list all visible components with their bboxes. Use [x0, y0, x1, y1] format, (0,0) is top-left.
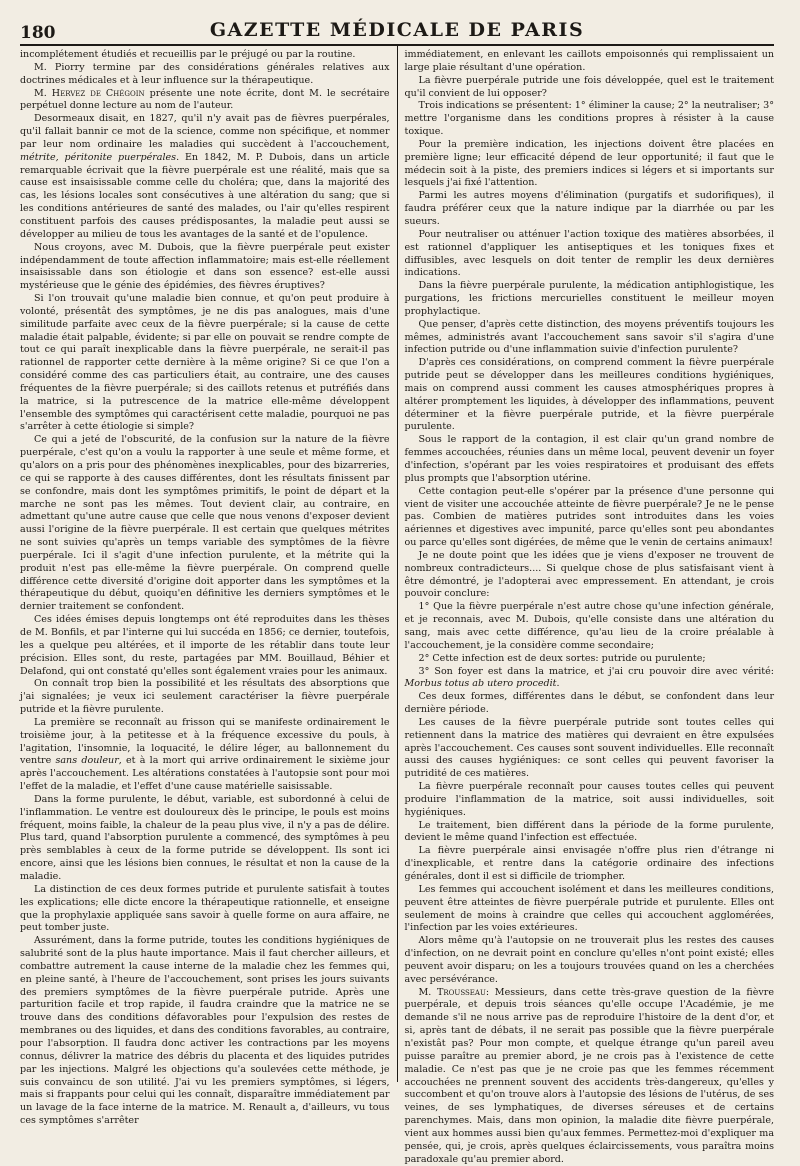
- paragraph: [20, 113, 390, 241]
- paragraph: Que penser, d'après cette distinction, des moyens préventifs toujours les mêmes, administrés avant l'accouchement sans savoir s'il s'agira d'une infection putride ou d'une inflammation suivie d'infection purulente?: [404, 318, 775, 356]
- paragraph: Ces deux formes, différentes dans le début, se confondent dans leur dernière période.: [404, 691, 775, 716]
- paragraph: D'après ces considérations, on comprend comment la fièvre puerpérale putride peut se développer dans les meilleures conditions hygiéniques, mais on comprend aussi comment les causes atmosphériques propres à altérer promptement les liquides, à développer des inflammations, peuvent déterminer et la fièvre puerpérale putride, et la fièvre puerpérale purulente.: [404, 357, 775, 433]
- left-column: [20, 46, 390, 1127]
- paragraph-text: Desormeaux disait, en 1827, qu'il n'y avait pas de fièvres puerpérales, qu'il fallait bannir ce mot de la science, comme non spécifique, et nommer par leur nom ordinaire les maladies qui succèdent à l'accouchement,: [20, 113, 390, 150]
- two-column-body: [20, 46, 775, 1165]
- paragraph: Nous croyons, avec M. Dubois, que la fièvre puerpérale peut exister indépendamment de toute affection inflammatoire; mais est-elle réellement insaisissable dans son étiologie et dans son essence? est-elle aussi mystérieuse que le génie des épidémies, des fièvres éruptives?: [20, 241, 390, 292]
- paragraph: 1° Que la fièvre puerpérale n'est autre chose qu'une infection générale, et je reconnais, avec M. Dubois, qu'elle consiste dans une altération du sang, mais avec cette différence, qu'au lieu de la croire préalable à l'accouchement, je la considère comme secondaire;: [404, 601, 775, 651]
- paragraph-text: . En 1842, M. P. Dubois, dans un article remarquable écrivait que la fièvre puerpérale est une réalité, mais que sa cause est insaisissable comme celle du choléra; que, dans la majorité des cas, les lésions locales sont consécutives à une altération du sang; que si les conditions antérieures de santé des malades, ou l'air qu'elles respirent constituent parfois des causes prédisposantes, la maladie peut aussi se développer au milieu de tous les avantages de la santé et de l'opulence.: [20, 151, 390, 240]
- paragraph: Parmi les autres moyens d'élimination (purgatifs et sudorifiques), il faudra préférer ceux que la nature indique par la diarrhée ou par les sueurs.: [404, 190, 775, 227]
- paragraph-text: , et à la mort qui arrive ordinairement le sixième jour après l'accouchement. Les altérations constatées à l'autopsie sont pour moi l'effet de la maladie, et l'effet d'une cause matérielle saisissable.: [20, 755, 390, 793]
- speaker-name: M. Hervez de Chégoin: [34, 87, 145, 99]
- paragraph: Le traitement, bien différent dans la période de la forme purulente, devient le même quand l'infection est effectuée.: [404, 819, 775, 844]
- paragraph: La fièvre puerpérale putride une fois développée, quel est le traitement qu'il convient de lui opposer?: [404, 74, 775, 99]
- latin-quote: Morbus totus ab utero procedit: [404, 678, 557, 690]
- paragraph: Ce qui a jeté de l'obscurité, de la confusion sur la nature de la fièvre puerpérale, c'est qu'on a voulu la rapporter à une seule et même forme, et qu'alors on a pris pour des phénomènes inexplicables, pour des bizarreries, ce qui se rapporte à des causes différentes, dont les résultats finissent par se confondre, mais dont les symptômes primitifs, le point de départ et la marche ne sont pas les mêmes. Tout devient clair, au contraire, en admettant qu'une autre cause que celle que nous venons d'exposer devient aussi l'origine de la fièvre puerpérale. Il est certain que quelques métrites ne sont suivies qu'après un temps variable des symptômes de la fièvre puerpérale. Ici il s'agit d'une infection purulente, et la métrite qui la produit n'est pas elle-même la fièvre puerpérale. On comprend quelle différence cette diversité d'origine doit apporter dans les symptômes et la thérapeutique du début, quoiqu'en définitive les derniers symptômes et le dernier traitement se confondent.: [20, 434, 390, 613]
- speaker-name: M. Trousseau:: [418, 986, 490, 998]
- paragraph: Sous le rapport de la contagion, il est clair qu'un grand nombre de femmes accouchées, réunies dans un même local, peuvent devenir un foyer d'infection, s'opérant par les voies respiratoires et produisant des effets plus prompts que l'absorption utérine.: [404, 434, 775, 484]
- column-divider: [397, 46, 398, 1082]
- paragraph: [20, 88, 390, 114]
- paragraph: Si l'on trouvait qu'une maladie bien connue, et qu'on peut produire à volonté, présentât des symptômes, je ne dis pas analogues, mais d'une similitude parfaite avec ceux de la fièvre puerpérale; si la cause de cette maladie était palpable, évidente; si par elle on pouvait se rendre compte de tout ce qui paraît inexplicable dans la fièvre puerpérale, ne serait-il pas rationnel de rapporter cette dernière à la même origine? Si ce que l'on a considéré comme des cas particuliers était, au contraire, une des causes fréquentes de la fièvre puerpérale; si des caillots retenus et putréfiés dans la matrice, si la putrescence de la matrice elle-même développent l'ensemble des symptômes qui caractérisent cette maladie, pourquoi ne pas s'arrêter à cette étiologie si simple?: [20, 293, 390, 433]
- paragraph: Dans la fièvre puerpérale purulente, la médication antiphlogistique, les purgations, les frictions mercurielles constituent le meilleur moyen prophylactique.: [404, 280, 775, 317]
- paragraph-text: présente une note écrite, dont M. le secrétaire perpétuel donne lecture au nom de l'auteur.: [20, 87, 390, 112]
- paragraph: La fièvre puerpérale reconnaît pour causes toutes celles qui peuvent produire l'inflammation de la matrice, soit aussi individuelles, soit hygiéniques.: [404, 781, 775, 818]
- paragraph: 2° Cette infection est de deux sortes: putride ou purulente;: [418, 652, 706, 664]
- paragraph: Ces idées émises depuis longtemps ont été reproduites dans les thèses de M. Bonfils, et par l'interne qui lui succéda en 1856; ce dernier, toutefois, les a quelque peu altérées, et il importe de les rétablir dans toute leur précision. Elles sont, du reste, partagées par MM. Bouillaud, Béhier et Delafond, qui ont constaté qu'elles sont également vraies pour les animaux.: [20, 614, 390, 677]
- paragraph-text: 3° Son foyer est dans la matrice, et j'ai cru pouvoir dire avec vérité:: [418, 665, 775, 677]
- paragraph: Assurément, dans la forme putride, toutes les conditions hygiéniques de salubrité sont de la plus haute importance. Mais il faut chercher ailleurs, et combattre autrement la cause interne de la maladie chez les femmes qui, en pleine santé, à l'heure de l'accouchement, sont prises les jours suivants des premiers symptômes de la fièvre puerpérale putride. Après une parturition facile et trop rapide, il faudra craindre que la matrice ne se trouve dans des conditions défavorables pour l'expulsion des restes de membranes ou des liquides, et dans des conditions favorables, au contraire, pour l'absorption. Il faudra donc activer les contractions par les moyens connus, délivrer la matrice des débris du placenta et des liquides putrides par les injections. Malgré les objections qu'a soulevées cette méthode, je suis convaincu de son utilité. J'ai vu les premiers symptômes, si légers, mais si frappants pour celui qui les connaît, disparaître immédiatement par un lavage de la face interne de la matrice. M. Renault a, d'ailleurs, vu tous ces symptômes s'arrêter: [20, 935, 390, 1127]
- paragraph: Trois indications se présentent: 1° éliminer la cause; 2° la neutraliser; 3° mettre l'organisme dans les conditions propres à résister à la cause toxique.: [404, 100, 775, 138]
- paragraph: Pour la première indication, les injections doivent être placées en première ligne; leur efficacité dépend de leur opportunité; il faut que le médecin soit à la piste, des premiers indices si légers et si importants sur lesquels j'ai fixé l'attention.: [404, 138, 775, 189]
- paragraph: M. Piorry termine par des considérations générales relatives aux doctrines médicales et à leur influence sur la thérapeutique.: [20, 61, 390, 86]
- paragraph: incomplétement étudiés et recueillis par le préjugé ou par la routine.: [20, 49, 356, 60]
- italic-term: métrite, péritonite puerpérales: [20, 151, 177, 163]
- italic-term: sans douleur: [55, 755, 119, 767]
- paragraph: Les causes de la fièvre puerpérale putride sont toutes celles qui retiennent dans la matrice des matières qui devraient en être expulsées après l'accouchement. Ces causes sont souvent individuelles. Elle reconnaît aussi des causes hygiéniques: ce sont celles qui peuvent favoriser la putridité de ces matières.: [404, 716, 775, 780]
- paragraph: La fièvre puerpérale ainsi envisagée n'offre plus rien d'étrange ni d'inexplicable, et rentre dans la catégorie ordinaire des infections générales, dont il est si difficile de triompher.: [404, 845, 775, 882]
- paragraph: [20, 717, 390, 794]
- page-header: [20, 14, 774, 44]
- paragraph: [405, 666, 775, 692]
- journal-title: GAZETTE MÉDICALE DE PARIS: [209, 19, 585, 41]
- page-number: 180: [20, 23, 56, 43]
- paragraph: Je ne doute point que les idées que je viens d'exposer ne trouvent de nombreux contradicteurs.... Si quelque chose de plus satisfaisant vient à être démontré, je l'adopterai avec empressement. En attendant, je crois pouvoir conclure:: [404, 549, 775, 600]
- paragraph: immédiatement, en enlevant les caillots empoisonnés qui remplissaient un large plaie résultant d'une opération.: [404, 49, 775, 73]
- paragraph: Cette contagion peut-elle s'opérer par la présence d'une personne qui vient de visiter une accouchée atteinte de fièvre puerpérale? Je ne le pense pas. Combien de matières putrides sont introduites dans les voies aériennes et digestives avec impunité, parce qu'elles sont peu abondantes ou parce qu'elles sont digérées, de même que le venin de certains animaux!: [404, 485, 775, 549]
- paragraph: La distinction de ces deux formes putride et purulente satisfait à toutes les explications; elle dicte encore la thérapeutique rationnelle, et enseigne que la prophylaxie appliquée sans savoir à quelle forme on aura affaire, ne peut tomber juste.: [20, 883, 390, 934]
- paragraph: Les femmes qui accouchent isolément et dans les meilleures conditions, peuvent être atteintes de fièvre puerpérale putride et purulente. Elles ont seulement de moins à craindre que celles qui accouchent agglomérées, l'infection par les voies extérieures.: [404, 883, 775, 934]
- paragraph: Dans la forme purulente, le début, variable, est subordonné à celui de l'inflammation. Le ventre est douloureux dès le principe, le pouls est moins fréquent, moins faible, la chaleur de la peau plus vive, il n'y a pas de délire. Plus tard, quand l'absorption purulente a commencé, des symptômes à peu près semblables à ceux de la forme putride se développent. Ils sont ici encore, ainsi que les lésions bien connues, le résultat et non la cause de la maladie.: [20, 793, 390, 882]
- paragraph: On connaît trop bien la possibilité et les résultats des absorptions que j'ai signalées; je veux ici seulement caractériser la fièvre puerpérale putride et la fièvre purulente.: [20, 678, 390, 716]
- paragraph: Pour neutraliser ou atténuer l'action toxique des matières absorbées, il est rationnel d'appliquer les antiseptiques et les toniques fixes et diffusibles, avec lesquels on doit tenter de remplir les deux dernières indications.: [404, 228, 775, 279]
- paragraph-text: La première se reconnaît au frisson qui se manifeste ordinairement le troisième jour, à la petitesse et à la fréquence excessive du pouls, à l'agitation, l'insomnie, la loquacité, le délire léger, au ballonnement du ventre: [20, 716, 390, 767]
- paragraph: [405, 987, 775, 1166]
- paragraph-text: Messieurs, dans cette très-grave question de la fièvre puerpérale, et depuis trois séances qu'elle occupe l'Académie, je me demande s'il ne nous arrive pas de reproduire l'histoire de la dent d'or, et si, après tant de débats, il ne serait pas possible que la fièvre puerpérale n'existât pas? Pour mon compte, et quelque étrange qu'un pareil aveu puisse paraître au premier abord, je ne crois pas à l'existence de cette maladie. Ce n'est pas que je ne croie pas que les femmes récemment accouchées ne prennent souvent des accidents très-dangereux, qu'elles y succombent et qu'on trouve alors à l'autopsie des lésions de l'utérus, de ses veines, de ses lymphatiques, de diverses séreuses et de certains parenchymes. Mais, dans mon opinion, la maladie dite fièvre puerpérale, vient aux hommes aussi bien qu'aux femmes. Permettez-moi d'expliquer ma pensée, qui, je crois, après quelques éclaircissements, vous paraîtra moins paradoxale qu'au premier abord.: [404, 986, 775, 1165]
- paragraph: Alors même qu'à l'autopsie on ne trouverait plus les restes des causes d'infection, on ne devrait point en conclure qu'elles n'ont point existé; elles peuvent avoir disparu; on les a toujours trouvées quand on les a cherchées avec persévérance.: [404, 935, 775, 985]
- right-column: [404, 46, 775, 1165]
- paragraph-text: .: [556, 678, 560, 690]
